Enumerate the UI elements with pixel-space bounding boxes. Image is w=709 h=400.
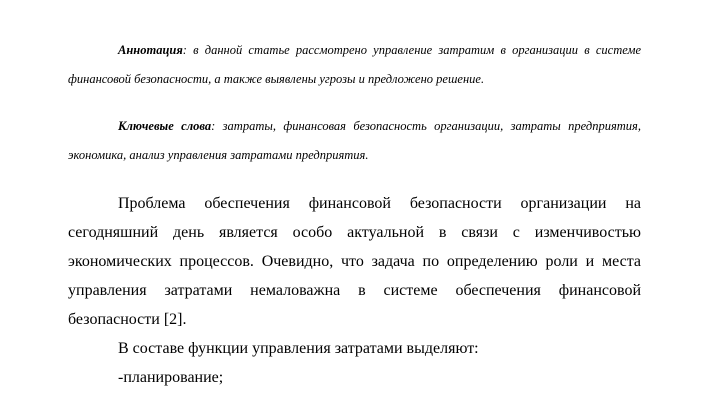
keywords-label: Ключевые слова [118,119,212,133]
keywords-text: : затраты, финансовая безопасность организации, затраты предприятия, экономика, анализ управления затратами предприятия. [68,119,641,162]
annotation-text: : в данной статье рассмотрено управление затратим в организации в системе финансовой безопасности, а также выявлены угрозы и предложено решение. [68,43,641,86]
body-paragraph-2: В составе функции управления затратами выделяют: [118,340,479,357]
keywords-paragraph [68,112,641,170]
annotation-paragraph [68,36,641,94]
list-item-planning: -планирование; [118,369,224,386]
annotation-label: Аннотация [118,43,183,57]
body-paragraph-1: Проблема обеспечения финансовой безопасности организации на сегодняшний день является особо актуальной в связи с изменчивостью экономических процессов. Очевидно, что задача по определению роли и места управления затратами немаловажна в системе обеспечения финансовой безопасности [2]. [68,195,641,328]
cut-off-title [0,0,709,4]
